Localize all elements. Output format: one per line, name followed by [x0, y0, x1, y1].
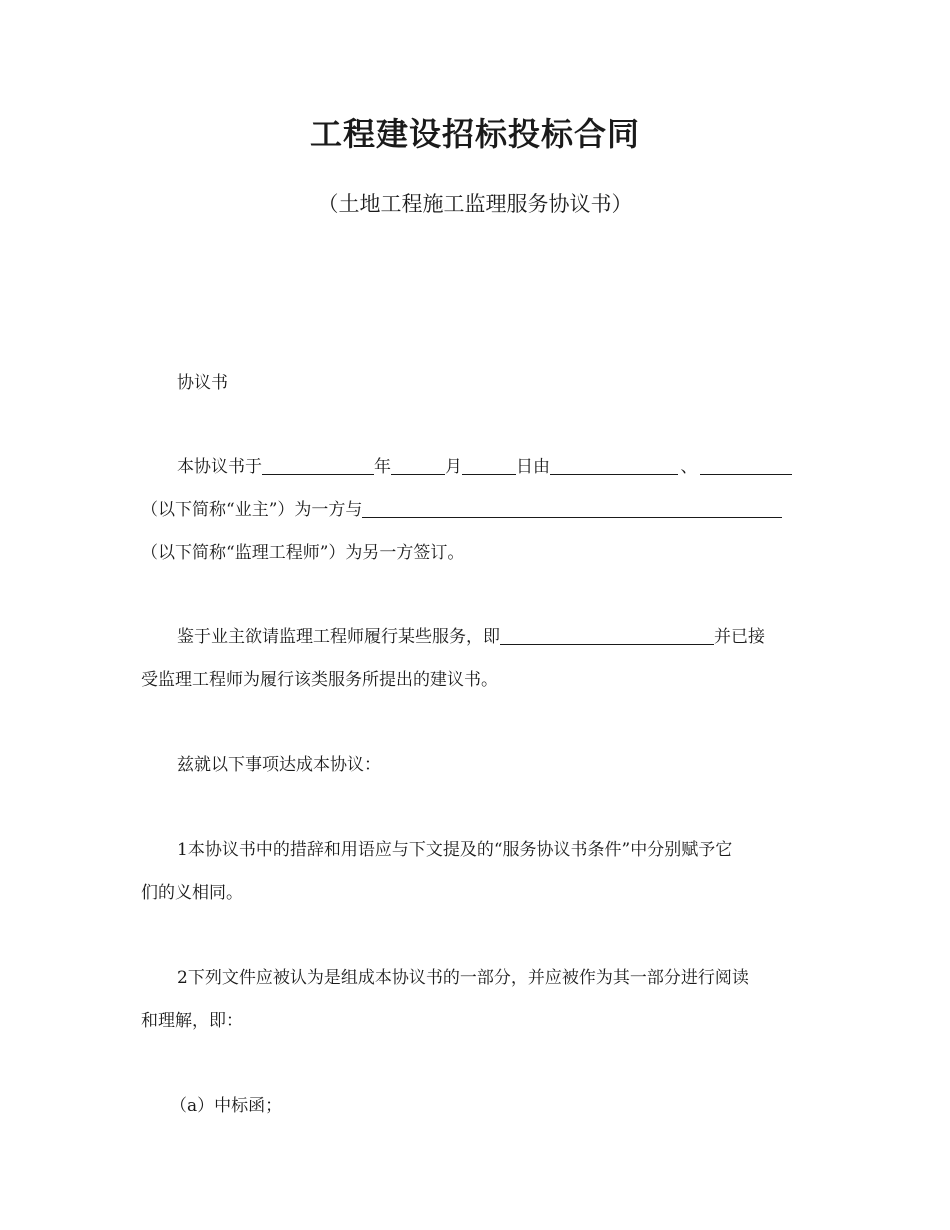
document-subtitle: （土地工程施工监理服务协议书） — [317, 192, 633, 216]
section-heading: 协议书 — [177, 373, 228, 393]
text-segment: 、 — [680, 457, 698, 477]
paragraph-4-line-2: 们的义相同。 — [141, 883, 243, 903]
text-segment: （以下简称“业主”）为一方与 — [141, 500, 363, 520]
text-segment: 本协议书于 — [177, 457, 262, 477]
paragraph-1-line-3: （以下简称“监理工程师”）为另一方签订。 — [141, 543, 465, 563]
text-segment: 年 — [374, 457, 391, 477]
blank-field-party-a-2 — [700, 454, 792, 475]
blank-field-date-day — [462, 454, 516, 475]
blank-field-party-a — [550, 454, 678, 475]
paragraph-1-line-2 — [141, 495, 782, 525]
paragraph-5-line-1: 2下列文件应被认为是组成本协议书的一部分，并应被作为其一部分进行阅读 — [177, 968, 749, 988]
blank-field-engineer — [362, 497, 782, 518]
text-segment: 并已接 — [714, 627, 765, 647]
paragraph-5-line-2: 和理解，即： — [141, 1011, 243, 1031]
blank-field-date-month — [391, 454, 445, 475]
paragraph-3: 兹就以下事项达成本协议： — [177, 755, 381, 775]
text-segment: 月 — [445, 457, 462, 477]
paragraph-4-line-1: 1本协议书中的措辞和用语应与下文提及的“服务协议书条件”中分别赋予它 — [177, 840, 733, 860]
paragraph-2-line-2: 受监理工程师为履行该类服务所提出的建议书。 — [141, 670, 498, 690]
blank-field-services — [500, 624, 714, 645]
paragraph-2-line-1 — [177, 622, 765, 652]
text-segment: 日由 — [516, 457, 550, 477]
paragraph-1-line-1 — [177, 452, 792, 482]
text-segment: 鉴于业主欲请监理工程师履行某些服务，即 — [177, 627, 500, 647]
blank-field-date-year — [262, 454, 374, 475]
list-item-a: （a）中标函； — [170, 1096, 283, 1116]
document-title: 工程建设招标投标合同 — [309, 115, 640, 153]
